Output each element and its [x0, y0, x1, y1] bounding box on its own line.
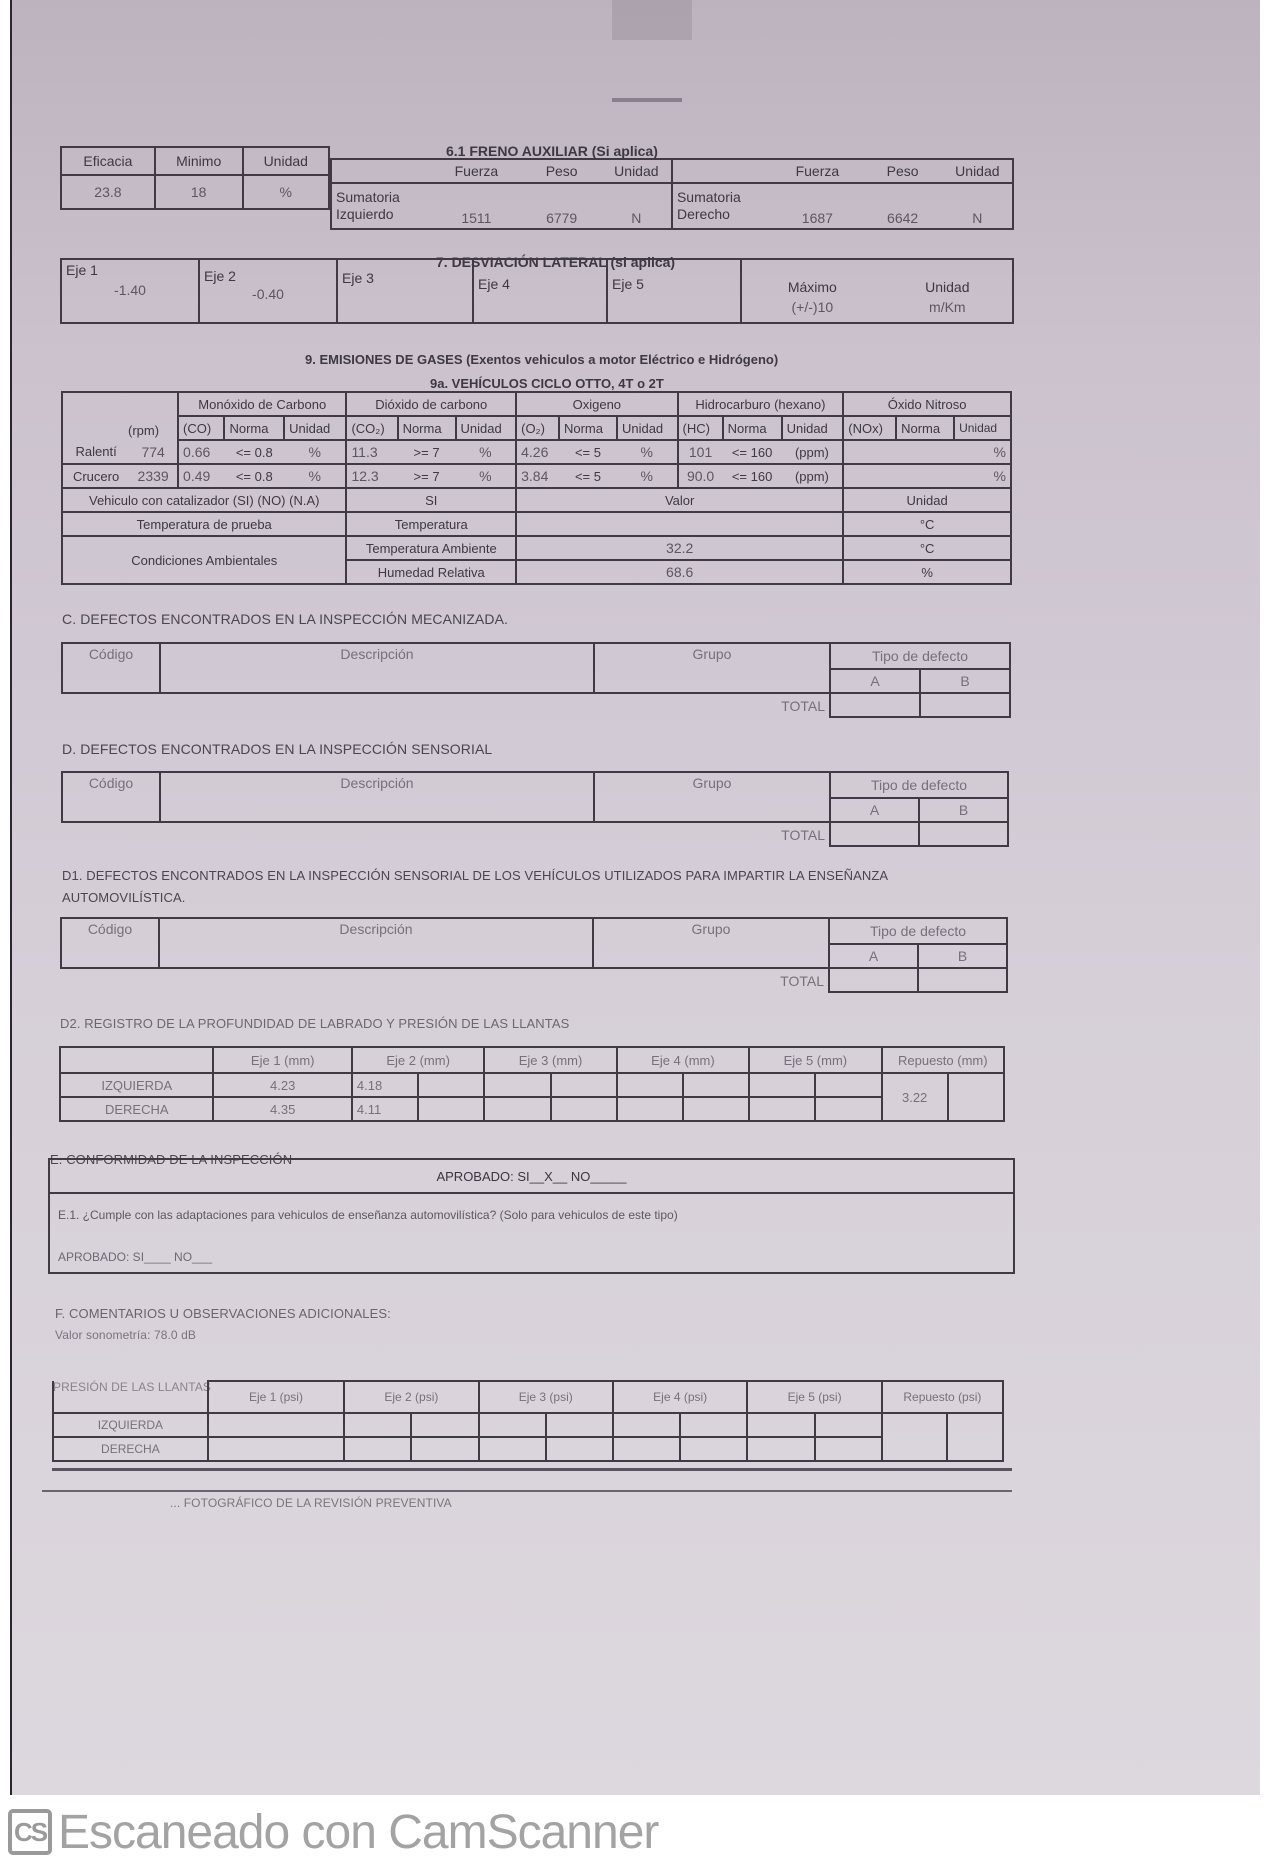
eje-3-cell: Eje 3: [337, 259, 473, 323]
eficacia-header: Eficacia: [61, 147, 155, 175]
eje-4-psi-header: Eje 4 (psi): [613, 1381, 747, 1413]
defectos-sensorial-title: D. DEFECTOS ENCONTRADOS EN LA INSPECCIÓN SENSORIAL: [62, 741, 493, 757]
tipo-a-header: A: [829, 944, 918, 968]
total-b: [918, 968, 1007, 992]
nox-value: [843, 464, 896, 488]
e1-question: E.1. ¿Cumple con las adaptaciones para vehiculos de enseñanza automovilística? (Solo para vehiculos de este tipo): [58, 1208, 678, 1222]
eje-3-psi-header: Eje 3 (psi): [479, 1381, 613, 1413]
presion-table: [52, 1380, 1004, 1462]
descripcion-header: Descripción: [160, 643, 594, 693]
unidad-izquierdo: N: [602, 183, 672, 229]
o2-group-header: Oxigeno: [516, 392, 677, 416]
nox-unit: %: [954, 440, 1011, 464]
temperatura-unit: °C: [843, 512, 1011, 536]
co-subheader: (CO): [178, 416, 224, 440]
eje-1-header: Eje 1 (mm): [213, 1047, 351, 1073]
ralenti-row: [62, 440, 1011, 464]
minimo-header: Minimo: [155, 147, 243, 175]
eje-1-cell: Eje 1 -1.40: [61, 259, 199, 323]
eje-2-psi-header: Eje 2 (psi): [344, 1381, 478, 1413]
catalizador-value: SI: [346, 488, 516, 512]
repuesto-header: Repuesto (mm): [882, 1047, 1004, 1073]
tipo-a-header: A: [830, 798, 919, 822]
total-a: [829, 968, 918, 992]
tipo-b-header: B: [918, 944, 1007, 968]
eje-1-psi-header: Eje 1 (psi): [208, 1381, 344, 1413]
eje-1-value: -1.40: [114, 282, 146, 298]
row-label: IZQUIERDA: [60, 1073, 213, 1097]
hc-norma: <= 160: [723, 464, 782, 488]
temp-prueba-label: Temperatura de prueba: [62, 512, 346, 536]
defectos-sensorial-table: [61, 771, 1009, 847]
hc-unit: (ppm): [782, 464, 844, 488]
eje-1-value: 4.23: [213, 1073, 351, 1097]
eje-5-psi-header: Eje 5 (psi): [747, 1381, 881, 1413]
valor-header: Valor: [516, 488, 843, 512]
unidad-derecho: N: [943, 183, 1013, 229]
labrado-table: [59, 1046, 1005, 1122]
unidad-header: Unidad: [243, 147, 329, 175]
descripcion-header: Descripción: [159, 918, 593, 968]
unidad-header: Unidad: [843, 488, 1011, 512]
eficacia-value: 23.8: [61, 175, 155, 209]
humedad-unit: %: [843, 560, 1011, 584]
hc-norma-header: Norma: [723, 416, 782, 440]
co2-value: 11.3: [346, 440, 397, 464]
defectos-ensenanza-table: [60, 917, 1008, 993]
temperatura-value: [516, 512, 843, 536]
defectos-ensenanza-title: D1. DEFECTOS ENCONTRADOS EN LA INSPECCIÓN SENSORIAL DE LOS VEHÍCULOS UTILIZADOS PARA IMPARTIR LA ENSEÑANZA: [62, 868, 889, 883]
fuerza-header-left: Fuerza: [431, 159, 521, 183]
repuesto-psi-header: Repuesto (psi): [882, 1381, 1003, 1413]
defectos-ensenanza-title-2: AUTOMOVILÍSTICA.: [62, 890, 186, 905]
minimo-value: 18: [155, 175, 243, 209]
total-a: [830, 822, 919, 846]
grupo-header: Grupo: [594, 772, 830, 822]
descripcion-header: Descripción: [160, 772, 594, 822]
presion-title: PRESIÓN DE LAS LLANTAS: [53, 1380, 212, 1394]
eje-4-header: Eje 4 (mm): [617, 1047, 749, 1073]
grupo-header: Grupo: [594, 643, 830, 693]
rpm-value: 2339: [129, 464, 178, 488]
row-label: DERECHA: [60, 1097, 213, 1121]
hc-unidad-header: Unidad: [782, 416, 844, 440]
defectos-mecanizada-table: [61, 642, 1011, 718]
rpm-value: 774: [129, 440, 178, 464]
co2-unidad-header: Unidad: [456, 416, 517, 440]
co-value: 0.66: [178, 440, 224, 464]
fuerza-peso-table: [330, 158, 1014, 230]
nox-norma: [896, 440, 954, 464]
conformidad-title: E. CONFORMIDAD DE LA INSPECCIÓN: [50, 1152, 293, 1167]
tipo-b-header: B: [919, 798, 1008, 822]
o2-value: 3.84: [516, 464, 559, 488]
nox-unidad-header: Unidad: [954, 416, 1011, 440]
tipo-defecto-header: Tipo de defecto: [830, 643, 1010, 669]
unidad-cell: Unidad m/Km: [883, 259, 1013, 323]
peso-header-left: Peso: [522, 159, 602, 183]
eje-2-header: Eje 2 (mm): [352, 1047, 484, 1073]
camscanner-logo-icon: CS: [8, 1809, 52, 1855]
eje-2-value: 4.11: [352, 1097, 418, 1121]
maximo-value: (+/-)10: [791, 299, 834, 315]
maximo-cell: Máximo (+/-)10: [741, 259, 883, 323]
eje-2-value: -0.40: [252, 286, 284, 302]
co2-unit: %: [456, 464, 517, 488]
paper-clip-mark: [612, 0, 692, 40]
co-unit: %: [284, 464, 346, 488]
eje-4-cell: Eje 4: [473, 259, 607, 323]
co-norma: <= 0.8: [224, 464, 284, 488]
desviacion-table: [60, 258, 1014, 324]
co2-value: 12.3: [346, 464, 397, 488]
codigo-header: Código: [62, 643, 160, 693]
co2-norma-header: Norma: [398, 416, 456, 440]
eje-2-value: 4.18: [352, 1073, 418, 1097]
co-unit: %: [284, 440, 346, 464]
eje-3-header: Eje 3 (mm): [484, 1047, 616, 1073]
camscanner-watermark: [8, 1796, 658, 1868]
nox-value: [843, 440, 896, 464]
freno-auxiliar-title: 6.1 FRENO AUXILIAR (Si aplica): [446, 143, 658, 159]
repuesto-value: 3.22: [882, 1073, 948, 1121]
izquierda-row: [60, 1073, 1004, 1097]
divider: [52, 1468, 1012, 1471]
co-value: 0.49: [178, 464, 224, 488]
izquierda-label: IZQUIERDA: [53, 1413, 208, 1437]
nox-norma-header: Norma: [896, 416, 954, 440]
temp-ambiente-label: Temperatura Ambiente: [346, 536, 516, 560]
comentarios-text: Valor sonometría: 78.0 dB: [55, 1328, 197, 1342]
temp-ambiente-value: 32.2: [516, 536, 843, 560]
co-group-header: Monóxido de Carbono: [178, 392, 346, 416]
co2-unit: %: [456, 440, 517, 464]
o2-subheader: (O₂): [516, 416, 559, 440]
total-label: TOTAL: [62, 822, 830, 846]
derecha-label: DERECHA: [53, 1437, 208, 1461]
derecha-row: [60, 1097, 1004, 1121]
o2-unit: %: [617, 440, 678, 464]
peso-izquierdo: 6779: [522, 183, 602, 229]
emisiones-title: 9. EMISIONES DE GASES (Exentos vehiculos a motor Eléctrico e Hidrógeno): [305, 352, 779, 367]
hc-norma: <= 160: [723, 440, 782, 464]
o2-value: 4.26: [516, 440, 559, 464]
o2-unit: %: [617, 464, 678, 488]
hc-value: 101: [678, 440, 723, 464]
fold-mark: [612, 98, 682, 102]
o2-norma: <= 5: [559, 464, 617, 488]
unidad-header-right: Unidad: [943, 159, 1013, 183]
codigo-header: Código: [61, 918, 159, 968]
rpm-header: (rpm): [128, 423, 160, 438]
hc-group-header: Hidrocarburo (hexano): [678, 392, 844, 416]
codigo-header: Código: [62, 772, 160, 822]
o2-norma-header: Norma: [559, 416, 617, 440]
nox-norma: [896, 464, 954, 488]
unidad-value: m/Km: [929, 299, 966, 315]
co2-subheader: (CO₂): [346, 416, 397, 440]
eje-1-value: 4.35: [213, 1097, 351, 1121]
peso-derecho: 6642: [863, 183, 943, 229]
o2-unidad-header: Unidad: [617, 416, 678, 440]
sumatoria-izquierdo-label: Sumatoria Izquierdo: [331, 183, 431, 229]
hc-value: 90.0: [678, 464, 723, 488]
fuerza-izquierdo: 1511: [431, 183, 521, 229]
total-b: [920, 693, 1010, 717]
watermark-text: Escaneado con CamScanner: [58, 1805, 659, 1859]
defectos-mecanizada-title: C. DEFECTOS ENCONTRADOS EN LA INSPECCIÓN MECANIZADA.: [62, 611, 509, 627]
nox-subheader: (NOx): [843, 416, 896, 440]
condiciones-label: Condiciones Ambientales: [62, 536, 346, 584]
fuerza-derecho: 1687: [772, 183, 862, 229]
o2-norma: <= 5: [559, 440, 617, 464]
tipo-a-header: A: [830, 669, 920, 693]
co-norma: <= 0.8: [224, 440, 284, 464]
co-norma-header: Norma: [224, 416, 284, 440]
temperatura-label: Temperatura: [346, 512, 516, 536]
tipo-defecto-header: Tipo de defecto: [830, 772, 1008, 798]
emisiones-table: [61, 391, 1012, 585]
grupo-header: Grupo: [593, 918, 829, 968]
conformidad-aprobado: APROBADO: SI__X__ NO_____: [50, 1160, 1013, 1194]
eje-5-cell: Eje 5: [607, 259, 741, 323]
hc-unit: (ppm): [782, 440, 844, 464]
co2-group-header: Dióxido de carbono: [346, 392, 516, 416]
nox-group-header: Óxido Nitroso: [843, 392, 1011, 416]
humedad-label: Humedad Relativa: [346, 560, 516, 584]
total-b: [919, 822, 1008, 846]
co-unidad-header: Unidad: [284, 416, 346, 440]
humedad-value: 68.6: [516, 560, 843, 584]
unidad-header-left: Unidad: [602, 159, 672, 183]
temp-ambiente-unit: °C: [843, 536, 1011, 560]
hc-subheader: (HC): [678, 416, 723, 440]
row-label: Ralentí: [62, 440, 129, 464]
total-label: TOTAL: [61, 968, 829, 992]
unidad-value: %: [243, 175, 329, 209]
conformidad-box: [48, 1158, 1015, 1274]
emisiones-subtitle: 9a. VEHÍCULOS CICLO OTTO, 4T o 2T: [430, 376, 664, 391]
tipo-defecto-header: Tipo de defecto: [829, 918, 1007, 944]
co2-norma: >= 7: [398, 464, 456, 488]
nox-unit: %: [954, 464, 1011, 488]
peso-header-right: Peso: [863, 159, 943, 183]
divider: [42, 1490, 1012, 1492]
eficacia-table: [60, 146, 330, 210]
eje-5-header: Eje 5 (mm): [749, 1047, 881, 1073]
cutoff-text: ... FOTOGRÁFICO DE LA REVISIÓN PREVENTIVA: [170, 1496, 452, 1510]
total-label: TOTAL: [62, 693, 830, 717]
row-label: Crucero: [62, 464, 129, 488]
eje-2-cell: Eje 2 -0.40: [199, 259, 337, 323]
crucero-row: [62, 464, 1011, 488]
catalizador-label: Vehiculo con catalizador (SI) (NO) (N.A): [62, 488, 346, 512]
comentarios-title: F. COMENTARIOS U OBSERVACIONES ADICIONALES:: [55, 1306, 391, 1321]
tipo-b-header: B: [920, 669, 1010, 693]
total-a: [830, 693, 920, 717]
sumatoria-derecho-label: Sumatoria Derecho: [672, 183, 772, 229]
fuerza-header-right: Fuerza: [772, 159, 862, 183]
e1-aprobado: APROBADO: SI____ NO___: [58, 1250, 213, 1264]
co2-norma: >= 7: [398, 440, 456, 464]
labrado-title: D2. REGISTRO DE LA PROFUNDIDAD DE LABRADO Y PRESIÓN DE LAS LLANTAS: [60, 1016, 570, 1031]
desviacion-title: 7. DESVIACIÓN LATERAL (si aplica): [436, 254, 676, 270]
